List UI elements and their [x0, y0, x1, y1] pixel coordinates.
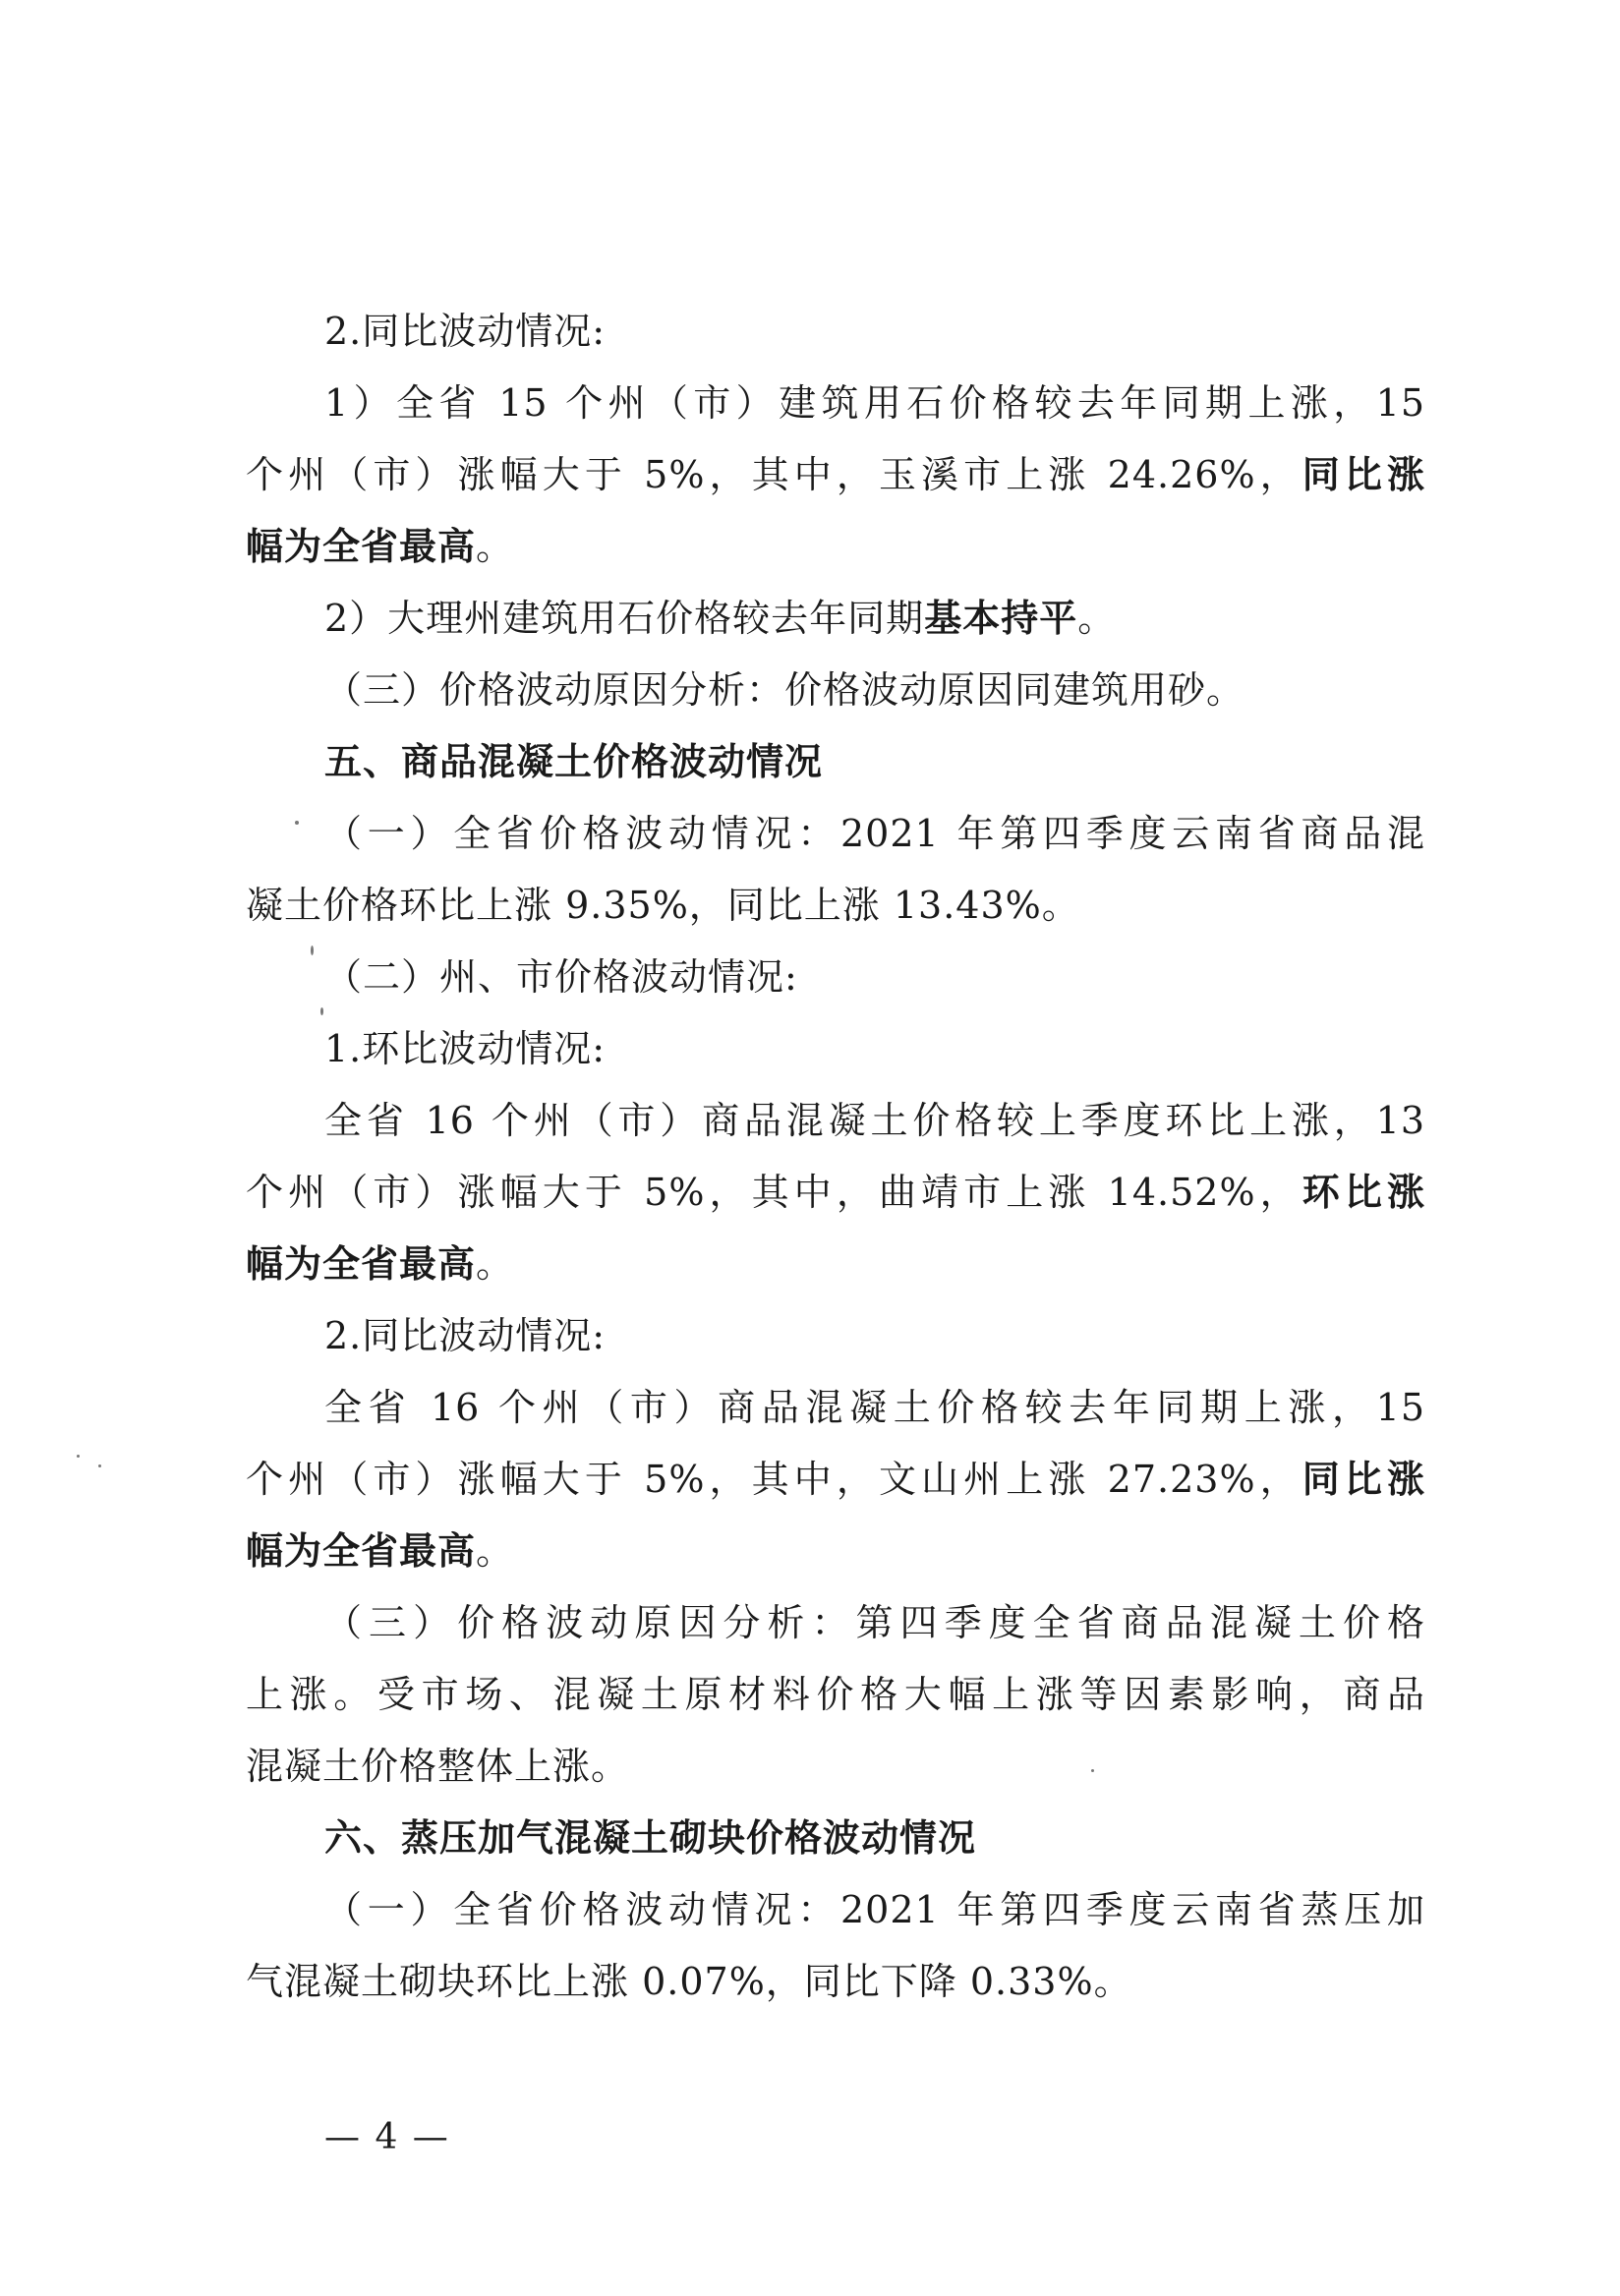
stone-cause: （三）价格波动原因分析：价格波动原因同建筑用砂。: [324, 668, 1245, 712]
scan-speck: [320, 1007, 323, 1015]
stone-yoy-p1-line3-end: 。: [476, 525, 515, 568]
concrete-province-line1: （一）全省价格波动情况：2021 年第四季度云南省商品混: [324, 812, 1425, 855]
concrete-qoq-line3-bold: 幅为全省最高: [246, 1241, 477, 1286]
stone-yoy-p2-a: 2）大理州建筑用石价格较去年同期: [324, 597, 925, 640]
stone-yoy-p1-line1: 1）全省 15 个州（市）建筑用石价格较去年同期上涨，15: [324, 381, 1425, 425]
aac-section-title: 六、蒸压加气混凝土砌块价格波动情况: [324, 1815, 977, 1860]
concrete-yoy-line1: 全省 16 个州（市）商品混凝土价格较去年同期上涨，15: [324, 1386, 1425, 1429]
concrete-cause-line3: 混凝土价格整体上涨。: [246, 1745, 630, 1788]
yoy-heading: 2.同比波动情况:: [324, 310, 607, 353]
concrete-section-title: 五、商品混凝土价格波动情况: [324, 739, 824, 783]
concrete-yoy-line3-end: 。: [476, 1529, 515, 1573]
stone-yoy-p1-line2-bold: 同比涨: [1302, 452, 1425, 496]
stone-yoy-p1-line3: [246, 522, 1425, 571]
stone-yoy-p2-bold: 基本持平: [924, 596, 1078, 640]
concrete-yoy-line3: [246, 1526, 1425, 1576]
concrete-qoq-line2: [246, 1168, 1425, 1217]
aac-province-line2: 气混凝土砌块环比上涨 0.07%，同比下降 0.33%。: [246, 1960, 1132, 2003]
concrete-yoy-line3-bold: 幅为全省最高: [246, 1528, 477, 1573]
stone-yoy-p2-c: 。: [1077, 597, 1117, 640]
scan-speck: [98, 1464, 101, 1467]
concrete-qoq-line3: [246, 1239, 1425, 1289]
concrete-cause-line2: 上涨。受市场、混凝土原材料价格大幅上涨等因素影响，商品: [246, 1673, 1425, 1716]
stone-yoy-p1-line3-bold: 幅为全省最高: [246, 524, 477, 568]
concrete-qoq-line2-bold: 环比涨: [1302, 1170, 1425, 1214]
page-number: — 4 —: [324, 2117, 450, 2157]
concrete-qoq-heading: 1.环比波动情况:: [324, 1027, 607, 1070]
concrete-qoq-line2-text: 个州（市）涨幅大于 5%，其中，曲靖市上涨 14.52%，: [246, 1171, 1302, 1214]
concrete-yoy-heading: 2.同比波动情况:: [324, 1314, 607, 1357]
concrete-cause-line1: （三）价格波动原因分析：第四季度全省商品混凝土价格: [324, 1601, 1425, 1644]
scan-speck: [77, 1455, 80, 1458]
concrete-yoy-line2-bold: 同比涨: [1302, 1457, 1425, 1501]
stone-yoy-p1-line2: [246, 450, 1425, 499]
stone-yoy-p2: [324, 594, 1425, 643]
stone-yoy-p1-line2-text: 个州（市）涨幅大于 5%，其中，玉溪市上涨 24.26%，: [246, 453, 1302, 496]
aac-province-line1: （一）全省价格波动情况：2021 年第四季度云南省蒸压加: [324, 1888, 1425, 1931]
concrete-yoy-line2-text: 个州（市）涨幅大于 5%，其中，文山州上涨 27.23%，: [246, 1458, 1302, 1501]
concrete-qoq-line3-end: 。: [476, 1242, 515, 1286]
concrete-cities-heading: （二）州、市价格波动情况:: [324, 955, 798, 999]
scan-speck: [295, 821, 299, 825]
concrete-qoq-line1: 全省 16 个州（市）商品混凝土价格较上季度环比上涨，13: [324, 1099, 1425, 1142]
scan-speck: [311, 946, 314, 955]
concrete-province-line2: 凝土价格环比上涨 9.35%，同比上涨 13.43%。: [246, 884, 1080, 927]
concrete-yoy-line2: [246, 1455, 1425, 1504]
scan-speck: [1091, 1769, 1094, 1772]
